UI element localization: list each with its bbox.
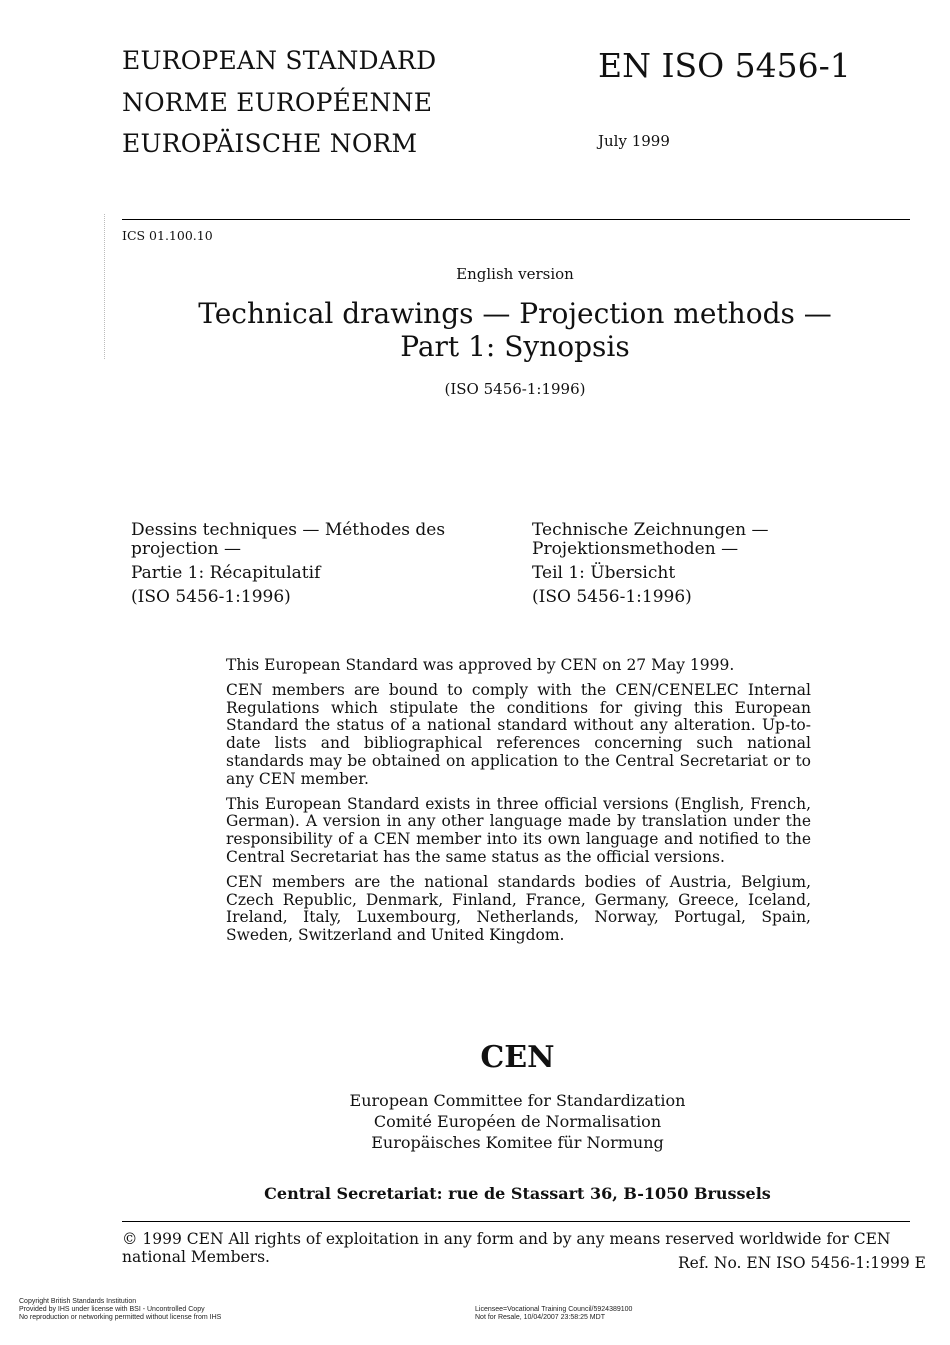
cen-name-fr: Comité Européen de Normalisation bbox=[373, 1112, 662, 1131]
publication-date: July 1999 bbox=[598, 132, 670, 150]
footer-right-line: Not for Resale, 10/04/2007 23:58:25 MDT bbox=[475, 1314, 605, 1321]
cen-logo-text: CEN bbox=[480, 1040, 555, 1075]
document-title bbox=[120, 297, 910, 363]
german-title-line-2: Projektionsmethoden — bbox=[532, 539, 739, 559]
footer-right-license bbox=[475, 1306, 632, 1322]
footer-left-line: No reproduction or networking permitted without license from IHS bbox=[19, 1314, 222, 1321]
header-divider bbox=[122, 219, 910, 220]
body-paragraph: This European Standard was approved by CEN on 27 May 1999. bbox=[226, 656, 735, 674]
cen-name-de: Europäisches Komitee für Normung bbox=[371, 1133, 664, 1152]
ics-code: ICS 01.100.10 bbox=[122, 228, 213, 243]
body-paragraph: CEN members are bound to comply with the CEN/CENELEC Internal Regulations which stipulate the conditions for giving this European Standard the status of a national standard without any alteration. Up-to-date lists and bibliographical references concerning such national standards may be obtained on application to the Central Secretariat or to any CEN member. bbox=[226, 680, 811, 788]
footer-right-line: Licensee=Vocational Training Council/5924389100 bbox=[475, 1306, 633, 1313]
title-line-2: Part 1: Synopsis bbox=[400, 330, 630, 363]
header-line-en: EUROPEAN STANDARD bbox=[122, 46, 437, 75]
header-line-fr: NORME EUROPÉENNE bbox=[122, 88, 433, 117]
header-line-de: EUROPÄISCHE NORM bbox=[122, 129, 418, 158]
german-title-line-1: Technische Zeichnungen — bbox=[532, 520, 769, 540]
french-title-column bbox=[131, 521, 451, 612]
title-line-1: Technical drawings — Projection methods — bbox=[198, 297, 832, 330]
body-paragraph: This European Standard exists in three official versions (English, French, German). A version in any other language made by translation under the responsibility of a CEN member into its own language and notified to the Central Secretariat has the same status as the official versions. bbox=[226, 794, 811, 866]
version-label: English version bbox=[456, 265, 574, 283]
german-part: Teil 1: Übersicht bbox=[532, 563, 676, 583]
footer-divider bbox=[122, 1221, 910, 1222]
cen-names bbox=[120, 1090, 915, 1153]
central-secretariat: Central Secretariat: rue de Stassart 36, B-1050 Brussels bbox=[264, 1184, 771, 1203]
cen-name-en: European Committee for Standardization bbox=[349, 1091, 686, 1110]
french-title-line-2: projection — bbox=[131, 539, 241, 559]
iso-reference: (ISO 5456-1:1996) bbox=[444, 380, 586, 398]
footer-left-license bbox=[19, 1298, 221, 1322]
copyright-notice: © 1999 CEN All rights of exploitation in any form and by any means reserved worldwide for CEN national Members. bbox=[122, 1230, 891, 1266]
footer-left-line: Copyright British Standards Institution bbox=[19, 1298, 137, 1305]
document-number: EN ISO 5456-1 bbox=[598, 46, 851, 85]
french-ref: (ISO 5456-1:1996) bbox=[131, 587, 291, 607]
footer-left-line: Provided by IHS under license with BSI - Uncontrolled Copy bbox=[19, 1306, 205, 1313]
french-title-line-1: Dessins techniques — Méthodes des bbox=[131, 520, 446, 540]
approval-text bbox=[226, 657, 811, 952]
body-paragraph: CEN members are the national standards bodies of Austria, Belgium, Czech Republic, Denmark, Finland, France, Germany, Greece, Iceland, Ireland, Italy, Luxembourg, Netherlands, Norway, Portugal, Spain, Sweden, Switzerland and United Kingdom. bbox=[226, 872, 811, 945]
reference-number: Ref. No. EN ISO 5456-1:1999 E bbox=[678, 1254, 926, 1272]
margin-marks bbox=[104, 214, 109, 359]
german-title-column bbox=[532, 521, 852, 612]
french-part: Partie 1: Récapitulatif bbox=[131, 563, 321, 583]
german-ref: (ISO 5456-1:1996) bbox=[532, 587, 692, 607]
